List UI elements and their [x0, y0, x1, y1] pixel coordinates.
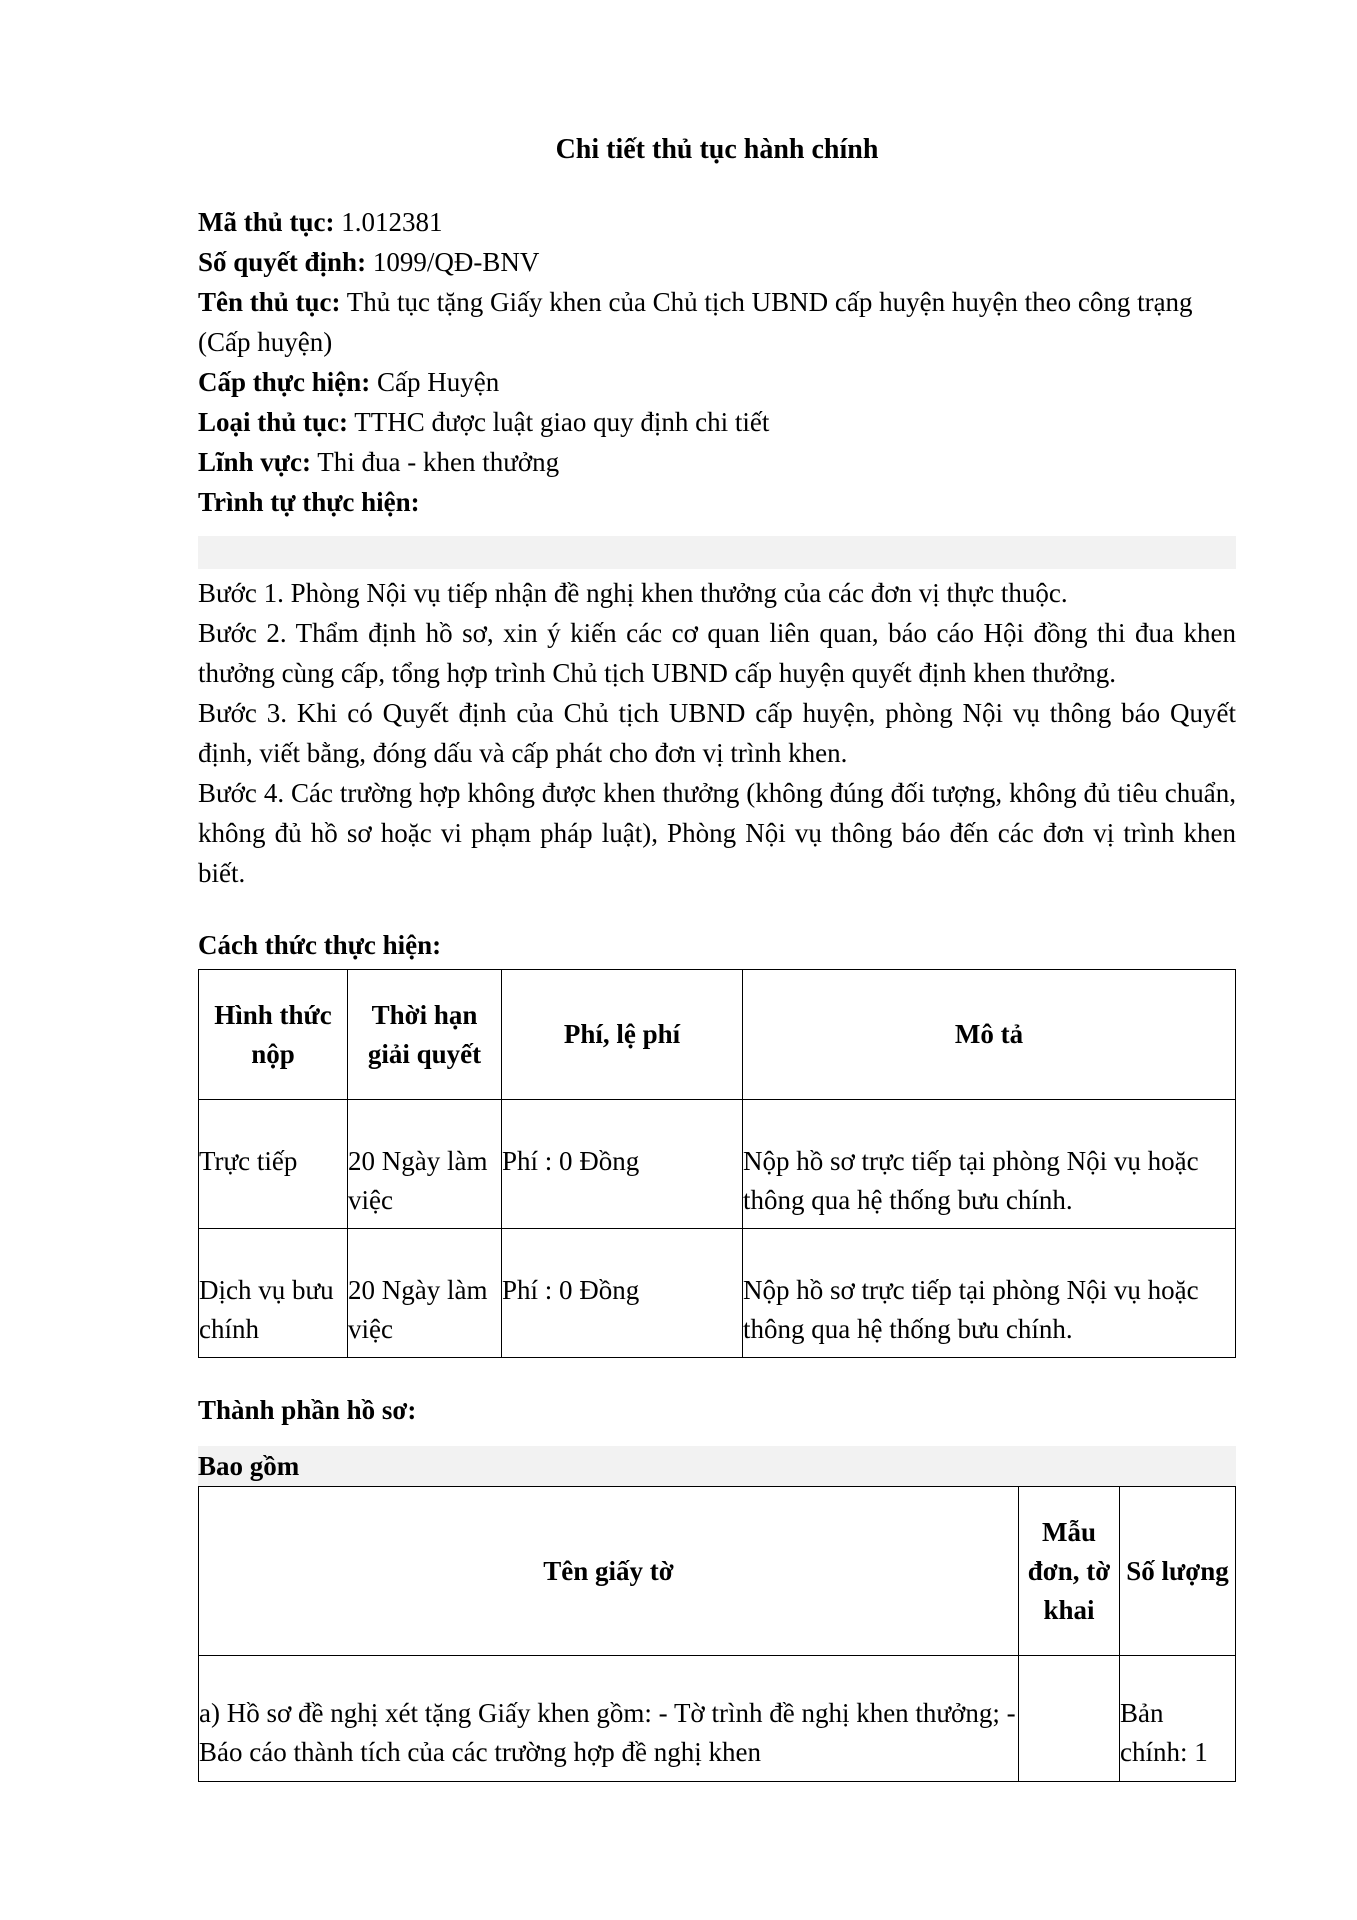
field-type	[198, 402, 1236, 442]
field-label: Lĩnh vực:	[198, 447, 311, 477]
documents-table	[198, 1486, 1236, 1782]
procedure-fields	[198, 202, 1236, 522]
column-header: Hình thức nộp	[199, 970, 348, 1100]
column-header: Tên giấy tờ	[199, 1487, 1019, 1656]
field-label: Tên thủ tục:	[198, 287, 341, 317]
table-header-row	[199, 1487, 1236, 1656]
table-cell: Nộp hồ sơ trực tiếp tại phòng Nội vụ hoặc thông qua hệ thống bưu chính.	[743, 1229, 1236, 1358]
field-code	[198, 202, 1236, 242]
table-cell: Nộp hồ sơ trực tiếp tại phòng Nội vụ hoặc thông qua hệ thống bưu chính.	[743, 1100, 1236, 1229]
table-cell: a) Hồ sơ đề nghị xét tặng Giấy khen gồm: - Tờ trình đề nghị khen thưởng; - Báo cáo thành tích của các trường hợp đề nghị khen	[199, 1656, 1019, 1782]
documents-heading: Thành phần hồ sơ:	[198, 1395, 417, 1425]
field-value: 1099/QĐ-BNV	[366, 247, 540, 277]
table-row	[199, 1100, 1236, 1229]
table-cell: Trực tiếp	[199, 1100, 348, 1229]
shaded-divider	[198, 536, 1236, 569]
step-item: Bước 4. Các trường hợp không được khen thưởng (không đúng đối tượng, không đủ tiêu chuẩn, không đủ hồ sơ hoặc vi phạm pháp luật), Phòng Nội vụ thông báo đến các đơn vị trình khen biết.	[198, 778, 1236, 888]
table-header-row	[199, 970, 1236, 1100]
column-header: Mẫu đơn, tờ khai	[1019, 1487, 1120, 1656]
table-cell: 20 Ngày làm việc	[348, 1100, 502, 1229]
methods-table	[198, 969, 1236, 1358]
field-value: Thi đua - khen thưởng	[310, 447, 560, 477]
document-page	[198, 130, 1236, 1782]
methods-heading: Cách thức thực hiện:	[198, 930, 442, 960]
field-value: TTHC được luật giao quy định chi tiết	[348, 407, 770, 437]
table-row	[199, 1656, 1236, 1782]
field-sequence	[198, 482, 1236, 522]
field-decision	[198, 242, 1236, 282]
field-value: Thủ tục tặng Giấy khen của Chủ tịch UBND cấp huyện huyện theo công trạng (Cấp huyện)	[198, 287, 1193, 357]
steps-list	[198, 573, 1236, 893]
field-label: Số quyết định:	[198, 247, 367, 277]
documents-subheading: Bao gồm	[198, 1446, 1236, 1486]
table-cell: Bản chính: 1	[1120, 1656, 1236, 1782]
table-cell: Phí : 0 Đồng	[502, 1229, 743, 1358]
field-label: Cấp thực hiện:	[198, 367, 371, 397]
table-cell: Phí : 0 Đồng	[502, 1100, 743, 1229]
field-label: Loại thủ tục:	[198, 407, 349, 437]
column-header: Số lượng	[1120, 1487, 1236, 1656]
column-header: Phí, lệ phí	[502, 970, 743, 1100]
table-cell: 20 Ngày làm việc	[348, 1229, 502, 1358]
step-item: Bước 1. Phòng Nội vụ tiếp nhận đề nghị khen thưởng của các đơn vị thực thuộc.	[198, 578, 1068, 608]
table-cell	[1019, 1656, 1120, 1782]
field-value: Cấp Huyện	[370, 367, 500, 397]
column-header: Mô tả	[743, 970, 1236, 1100]
page-title: Chi tiết thủ tục hành chính	[555, 134, 879, 165]
field-domain	[198, 442, 1236, 482]
field-label: Trình tự thực hiện:	[198, 487, 420, 517]
column-header: Thời hạn giải quyết	[348, 970, 502, 1100]
table-row	[199, 1229, 1236, 1358]
table-cell: Dịch vụ bưu chính	[199, 1229, 348, 1358]
field-level	[198, 362, 1236, 402]
field-value: 1.012381	[334, 207, 443, 237]
step-item: Bước 2. Thẩm định hồ sơ, xin ý kiến các cơ quan liên quan, báo cáo Hội đồng thi đua khen thưởng cùng cấp, tổng hợp trình Chủ tịch UBND cấp huyện quyết định khen thưởng.	[198, 618, 1236, 688]
field-label: Mã thủ tục:	[198, 207, 335, 237]
step-item: Bước 3. Khi có Quyết định của Chủ tịch UBND cấp huyện, phòng Nội vụ thông báo Quyết định, viết bằng, đóng dấu và cấp phát cho đơn vị trình khen.	[198, 698, 1236, 768]
field-name	[198, 282, 1236, 362]
